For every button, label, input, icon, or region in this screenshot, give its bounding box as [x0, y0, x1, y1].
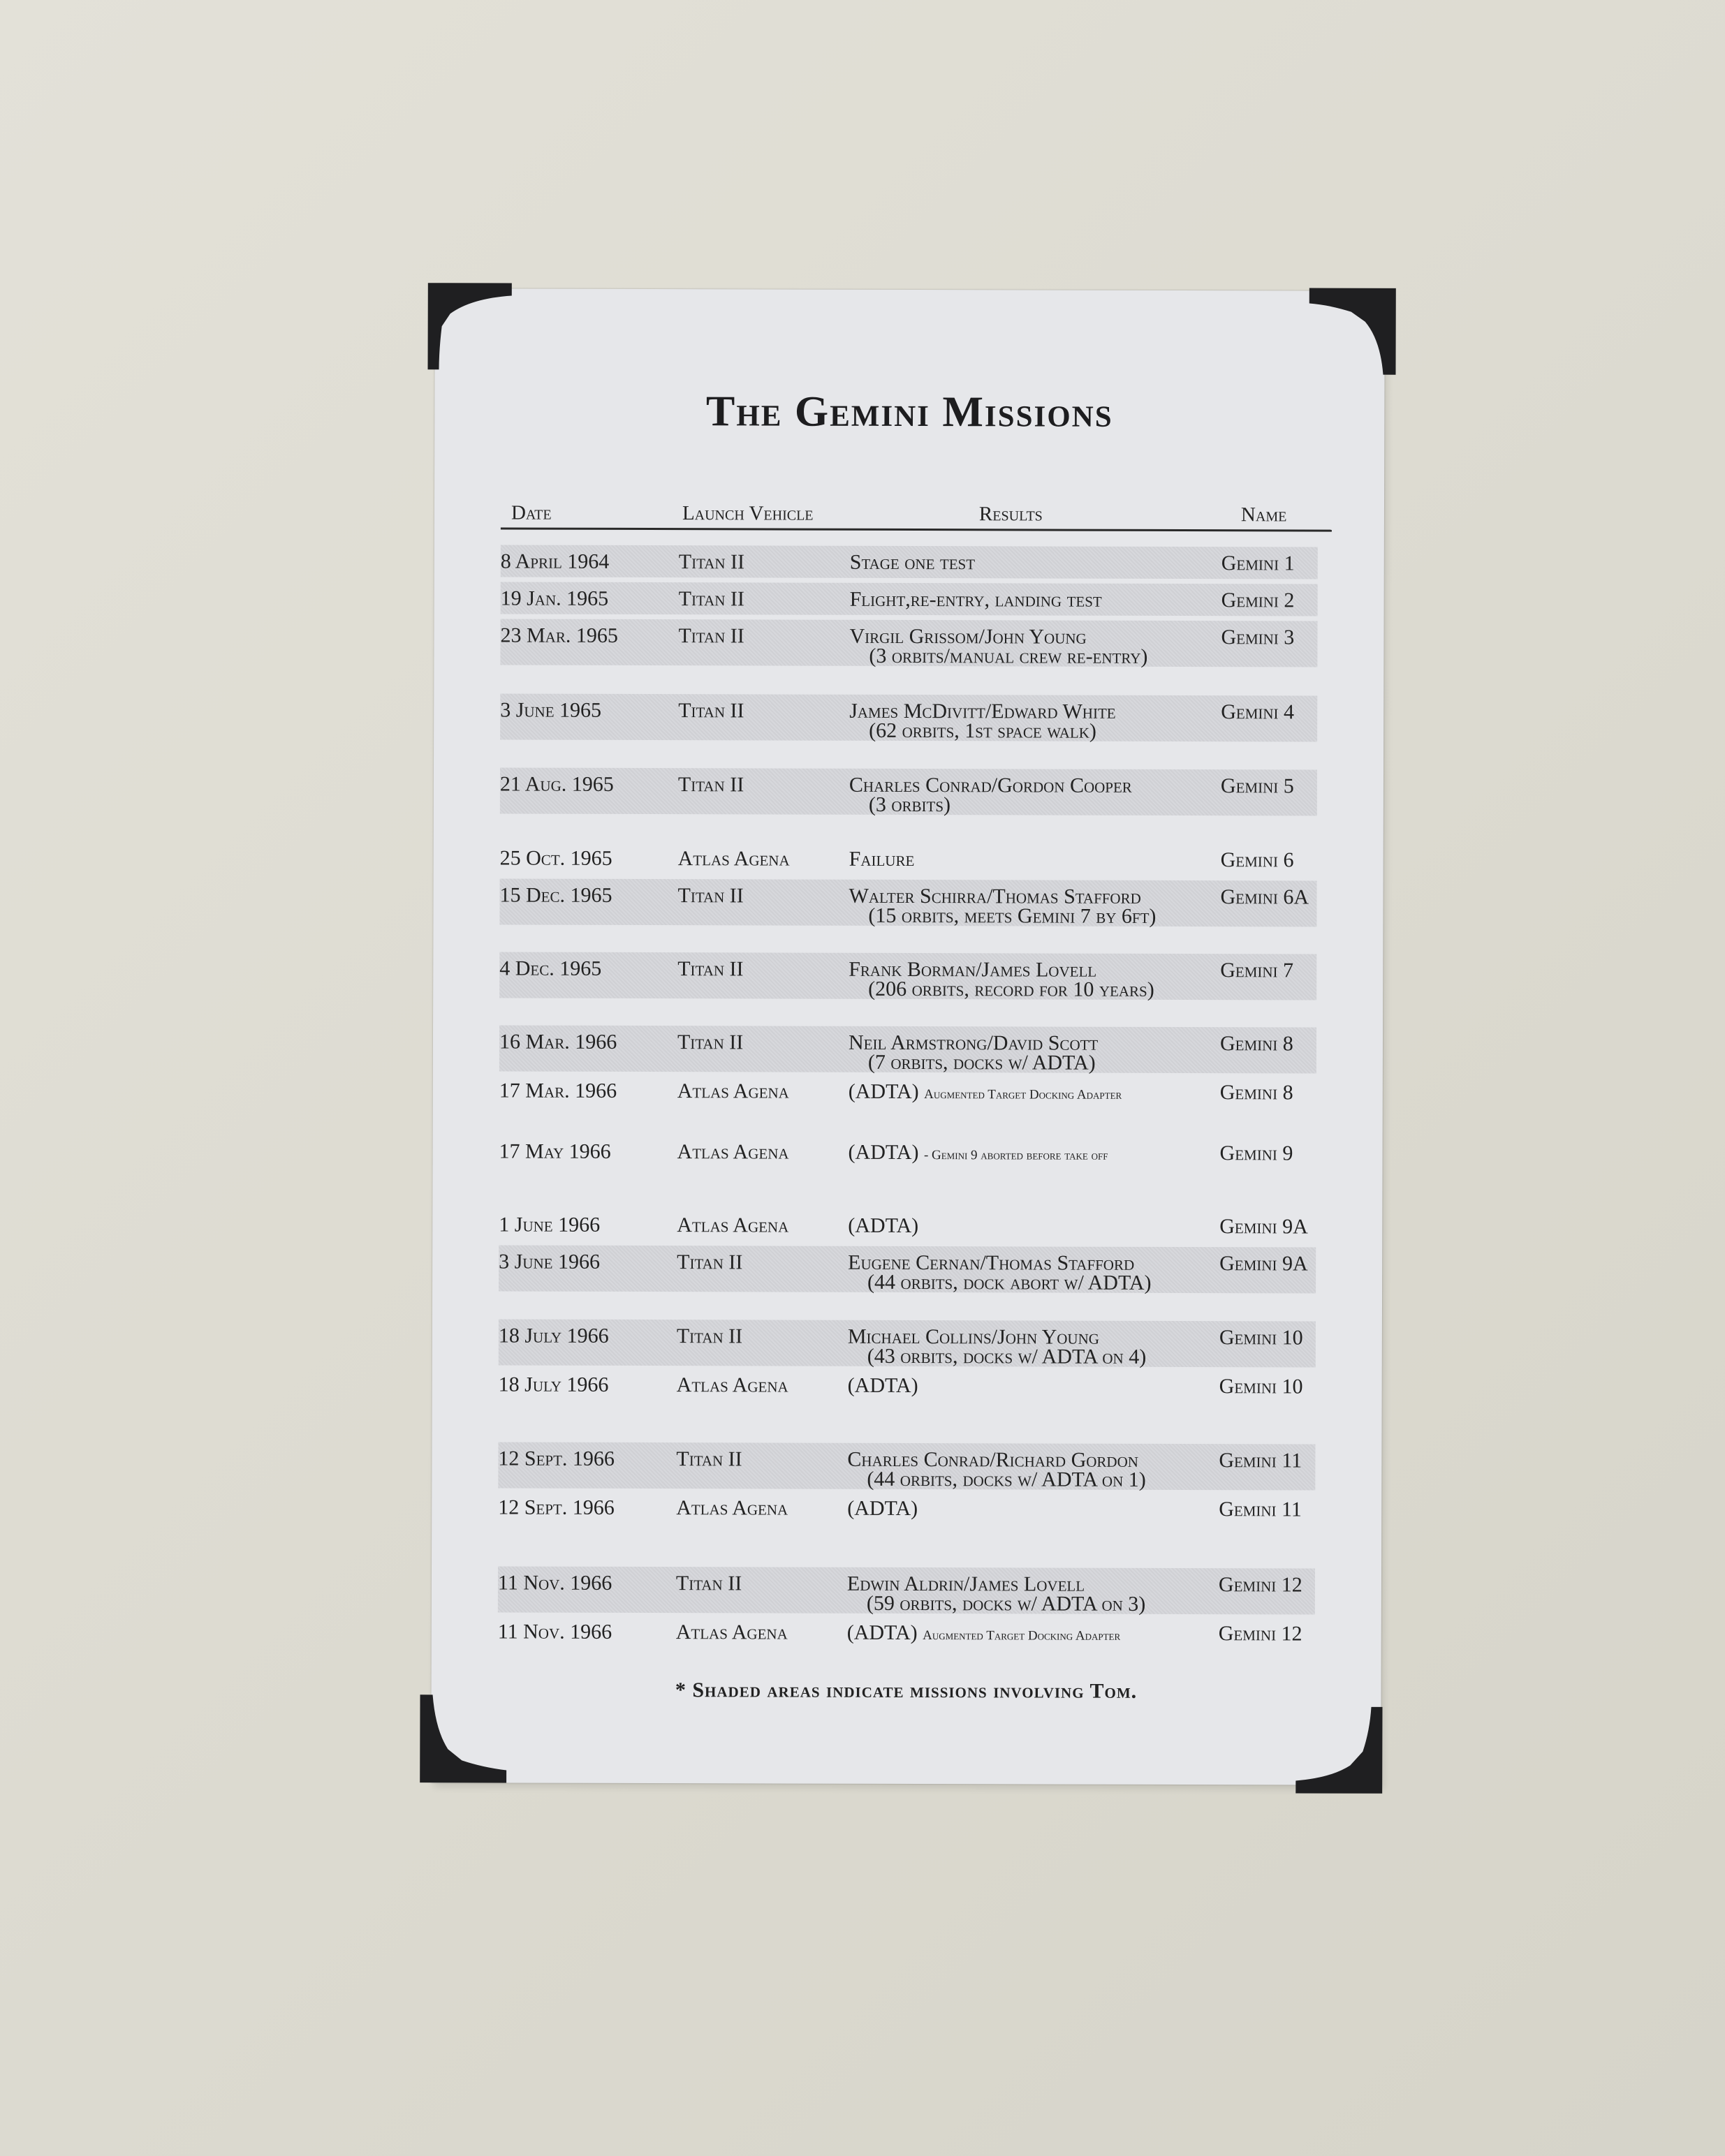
row-name: Gemini 1 [1221, 552, 1295, 575]
row-name: Gemini 10 [1219, 1375, 1303, 1398]
row-date: 3 June 1965 [500, 698, 602, 722]
mission-sheet [431, 288, 1385, 1785]
row-name: Gemini 6A [1220, 885, 1309, 909]
header-launch-vehicle: Launch Vehicle [682, 502, 814, 525]
page-title: The Gemini Missions [705, 387, 1113, 436]
row-results-text: (ADTA) [848, 1140, 919, 1165]
row-results-text: (ADTA) [848, 1079, 919, 1104]
row-launch-vehicle: Titan II [678, 624, 744, 648]
row-name: Gemini 4 [1221, 700, 1295, 724]
header-rule [501, 527, 1332, 531]
table-row [499, 1139, 1316, 1165]
row-results-text: (ADTA) [846, 1620, 918, 1645]
header-results: Results [978, 503, 1043, 526]
table-row [498, 1324, 1316, 1368]
row-results-text: (ADTA) [847, 1373, 918, 1398]
row-launch-vehicle: Atlas Agena [675, 1620, 788, 1644]
row-results-detail: (43 orbits, docks w/ ADTA on 4) [867, 1344, 1147, 1368]
row-results-text: Edwin Aldrin/James Lovell [846, 1572, 1085, 1596]
photo-corner-bottom-right [1295, 1706, 1386, 1797]
row-date: 12 Sept. 1966 [498, 1447, 615, 1470]
row-name: Gemini 5 [1220, 774, 1294, 798]
row-results-detail: (206 orbits, record for 10 years) [868, 977, 1154, 1001]
row-launch-vehicle: Atlas Agena [677, 1213, 789, 1237]
row-date: 23 Mar. 1965 [500, 623, 618, 647]
row-launch-vehicle: Titan II [677, 957, 744, 981]
row-results-note: Augmented Target Docking Adapter [924, 1087, 1122, 1102]
table-row [499, 1030, 1316, 1075]
row-launch-vehicle: Atlas Agena [676, 1373, 788, 1397]
row-name: Gemini 12 [1218, 1622, 1302, 1646]
row-name: Gemini 8 [1219, 1032, 1293, 1056]
row-results-text: (ADTA) [848, 1213, 919, 1238]
row-results-detail: (44 orbits, dock abort w/ ADTA) [867, 1270, 1152, 1294]
row-date: 17 Mar. 1966 [499, 1079, 617, 1102]
row-results-note: - Gemini 9 aborted before take off [923, 1148, 1108, 1163]
row-name: Gemini 9 [1219, 1142, 1293, 1165]
row-name: Gemini 11 [1219, 1498, 1302, 1521]
row-results [850, 552, 975, 574]
row-results-text: James McDivitt/Edward White [849, 699, 1116, 723]
row-results-text: Flight,re-entry, landing test [849, 587, 1102, 612]
table-row [498, 1447, 1315, 1491]
row-name: Gemini 11 [1219, 1449, 1302, 1472]
row-results-detail: (62 orbits, 1st space walk) [869, 718, 1096, 743]
row-date: 16 Mar. 1966 [499, 1030, 617, 1054]
row-launch-vehicle: Atlas Agena [677, 1079, 789, 1103]
row-results-note: Augmented Target Docking Adapter [923, 1628, 1121, 1644]
row-results-text: Stage one test [849, 550, 976, 575]
row-results [848, 1215, 918, 1237]
table-row [500, 698, 1317, 743]
row-launch-vehicle: Titan II [678, 550, 745, 574]
row-date: 25 Oct. 1965 [499, 846, 612, 870]
row-date: 11 Nov. 1966 [497, 1620, 612, 1644]
row-launch-vehicle: Titan II [677, 773, 744, 797]
header-date: Date [511, 501, 552, 524]
row-results-detail: (44 orbits, docks w/ ADTA on 1) [867, 1467, 1146, 1491]
row-date: 11 Nov. 1966 [497, 1571, 612, 1595]
row-launch-vehicle: Atlas Agena [677, 847, 790, 871]
row-results-detail: (59 orbits, docks w/ ADTA on 3) [866, 1591, 1146, 1616]
row-date: 1 June 1966 [499, 1213, 601, 1236]
table-row [499, 846, 1317, 872]
row-name: Gemini 7 [1220, 959, 1294, 982]
row-date: 8 April 1964 [500, 549, 610, 573]
row-results-detail: (15 orbits, meets Gemini 7 by 6ft) [868, 903, 1157, 928]
table-row [499, 1250, 1316, 1294]
row-launch-vehicle: Titan II [675, 1572, 742, 1595]
row-results-text: Charles Conrad/Gordon Cooper [849, 773, 1132, 797]
row-results-text: Eugene Cernan/Thomas Stafford [848, 1250, 1135, 1275]
row-name: Gemini 10 [1219, 1326, 1303, 1350]
row-date: 12 Sept. 1966 [498, 1496, 615, 1519]
row-results [850, 589, 1102, 612]
table-row [500, 586, 1318, 612]
row-launch-vehicle: Titan II [677, 1250, 743, 1274]
row-launch-vehicle: Titan II [678, 587, 744, 611]
row-launch-vehicle: Titan II [678, 699, 744, 723]
photo-corner-top-left [422, 280, 513, 371]
row-launch-vehicle: Titan II [677, 1031, 744, 1054]
row-date: 18 July 1966 [498, 1373, 609, 1396]
row-results-text: Frank Borman/James Lovell [849, 957, 1097, 982]
header-name: Name [1240, 503, 1287, 526]
row-results [847, 1622, 1121, 1648]
row-name: Gemini 3 [1221, 626, 1295, 649]
row-launch-vehicle: Titan II [676, 1324, 743, 1348]
row-name: Gemini 2 [1221, 589, 1295, 612]
row-results [847, 1498, 918, 1520]
row-date: 3 June 1966 [499, 1250, 601, 1273]
table-row [498, 1496, 1315, 1521]
row-date: 15 Dec. 1965 [499, 883, 612, 907]
table-row [500, 623, 1318, 668]
row-name: Gemini 12 [1218, 1573, 1302, 1597]
table-row [500, 549, 1318, 575]
row-date: 17 May 1966 [499, 1139, 611, 1163]
row-results-text: Neil Armstrong/David Scott [848, 1031, 1099, 1055]
table-row [499, 957, 1316, 1001]
row-results-text: Walter Schirra/Thomas Stafford [849, 884, 1141, 908]
row-results [848, 1375, 918, 1397]
row-results-text: (ADTA) [847, 1496, 918, 1521]
row-results-text: Failure [849, 847, 915, 871]
table-row [499, 772, 1317, 817]
row-results [849, 1142, 1108, 1167]
row-launch-vehicle: Titan II [677, 884, 744, 908]
footnote: * Shaded areas indicate missions involving Tom. [675, 1678, 1138, 1703]
row-results-detail: (7 orbits, docks w/ ADTA) [867, 1050, 1096, 1075]
row-name: Gemini 9A [1219, 1252, 1308, 1276]
table-row [497, 1620, 1315, 1646]
photo-corner-bottom-left [416, 1694, 506, 1785]
row-results-detail: (3 orbits) [868, 792, 951, 817]
row-results-text: Michael Collins/John Young [847, 1324, 1099, 1349]
row-name: Gemini 6 [1220, 848, 1294, 872]
photo-corner-top-right [1307, 283, 1398, 374]
row-launch-vehicle: Atlas Agena [677, 1140, 789, 1164]
row-date: 19 Jan. 1965 [500, 586, 609, 610]
row-results [849, 848, 915, 871]
row-results-detail: (3 orbits/manual crew re-entry) [869, 644, 1148, 668]
row-launch-vehicle: Atlas Agena [676, 1496, 788, 1520]
row-results [849, 1081, 1122, 1107]
row-results-text: Virgil Grissom/John Young [849, 624, 1087, 649]
row-launch-vehicle: Titan II [676, 1447, 742, 1471]
table-row [499, 883, 1317, 928]
row-results-text: Charles Conrad/Richard Gordon [847, 1447, 1139, 1472]
row-date: 4 Dec. 1965 [499, 957, 602, 980]
row-date: 21 Aug. 1965 [499, 772, 614, 796]
table-row [497, 1571, 1315, 1616]
row-name: Gemini 8 [1219, 1081, 1293, 1105]
table-row [499, 1079, 1316, 1105]
row-date: 18 July 1966 [498, 1324, 609, 1348]
table-row [498, 1373, 1316, 1398]
row-name: Gemini 9A [1219, 1215, 1308, 1239]
table-row [499, 1213, 1316, 1239]
